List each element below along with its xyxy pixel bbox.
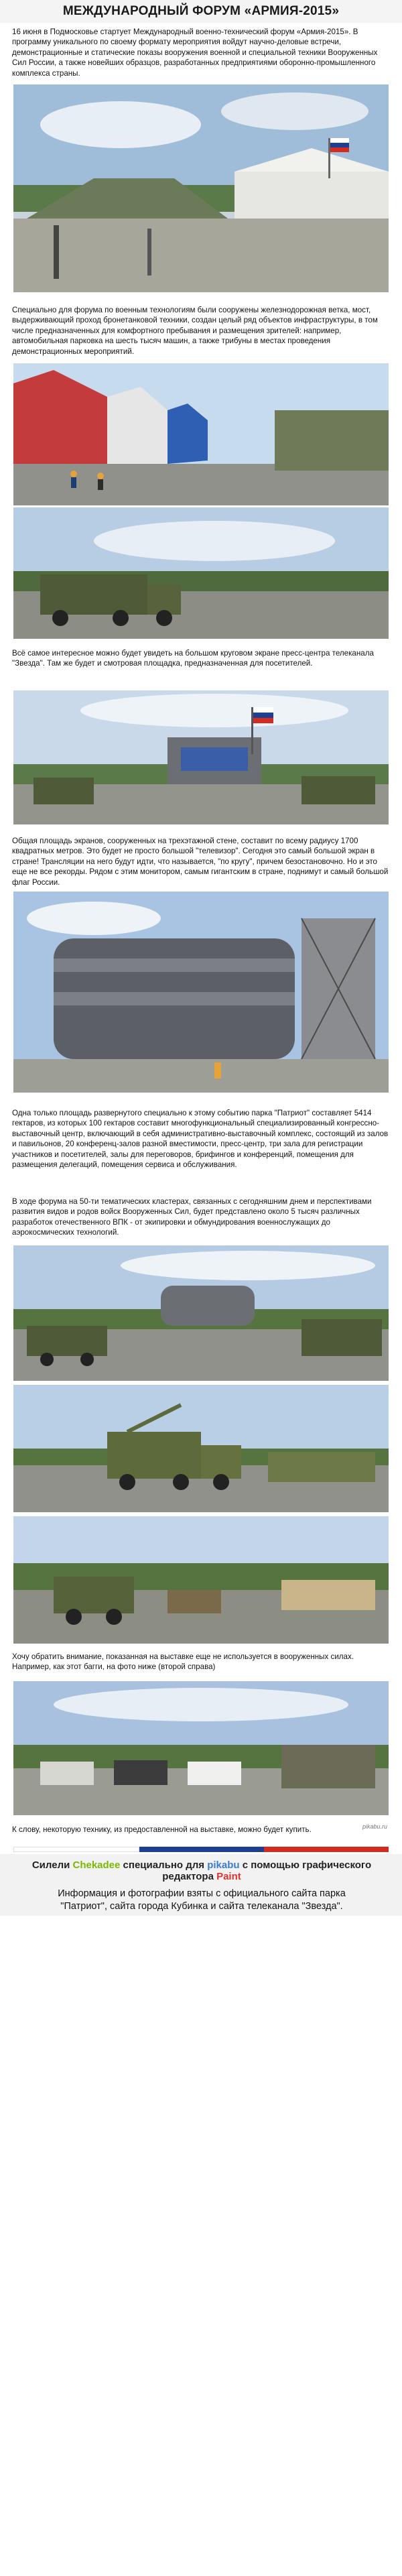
photo-pavilions-image	[13, 363, 389, 505]
paragraph-buggy: Хочу обратить внимание, показанная на выставке еще не используется в вооруженных силах. Например, как этот багги, на фото ниже (второй справа)	[12, 1652, 354, 1672]
photo-congress-center-image	[13, 892, 389, 1093]
page-title: МЕЖДУНАРОДНЫЙ ФОРУМ «АРМИЯ-2015»	[62, 4, 340, 18]
flag-divider	[13, 1847, 389, 1852]
photo-congress-center	[13, 892, 389, 1093]
footer-source-line-1: Информация и фотографии взяты с официального сайта парка	[58, 1888, 346, 1899]
credit-prefix: Силели	[31, 1859, 73, 1871]
photo-round-screen-image	[13, 690, 389, 824]
photo-military-trucks-image	[13, 507, 389, 639]
flag-blue-stripe	[139, 1847, 264, 1852]
photo-equipment-hall	[13, 1245, 389, 1381]
photo-parked-vehicles	[13, 1681, 389, 1815]
photo-field-equipment	[13, 1516, 389, 1644]
flag-red-stripe	[264, 1847, 389, 1852]
paragraph-infrastructure: Специально для форума по военным технологиям были сооружены железнодорожная ветка, мост, выдерживающий проход бронетанковой техники, создан целый ряд объектов инфраструктуры, в том числе предназначенных для комфортного пребывания и размещения зрителей: например, автомобильная парковка на шесть тысяч машин, а также трибуны в местах проведения демонстрационных мероприятий.	[12, 306, 378, 356]
paragraph-patriot-park: Одна только площадь развернутого специально к этому событию парка "Патриот" составляет 5414 гектаров, из которых 100 гектаров составит многофункциональный специализированный конгрессно-выставочный центр, включающий в себя административно-выставочный комплекс, состоящий из залов и павильонов, 20 конференц-залов разной вместимости, пресс-центр, три зала для регистрации участников и посетителей, залы для переговоров, брифингов и конференций, помещения для размещения делегаций, помещения сервиса и обслуживания.	[12, 1109, 389, 1170]
photo-military-trucks	[13, 507, 389, 639]
credit-site: pikabu	[207, 1859, 240, 1871]
photo-exhibition-tents-image	[13, 84, 389, 292]
title-bar	[0, 0, 402, 23]
photo-parked-vehicles-image	[13, 1681, 389, 1815]
credit-mid-2: с помощью графического редактора	[162, 1859, 372, 1882]
footer-source-line-2: "Патриот", сайта города Кубинка и сайта телеканала "Звезда".	[60, 1901, 343, 1912]
photo-exhibition-tents	[13, 84, 389, 292]
photo-trucks-row	[13, 1385, 389, 1512]
paragraph-intro: 16 июня в Подмосковье стартует Международный военно-технический форум «Армия-2015». В программу уникального по своему формату мероприятия войдут научно-деловые встречи, демонстрационные и статические показы вооружения военной и специальной техники Вооруженных Сил России, а также новейших образцов, разработанных предприятиями оборонно-промышленного комплекса страны.	[12, 27, 378, 78]
footer-credit	[12, 1859, 391, 1882]
watermark-text: pikabu.ru	[362, 1823, 387, 1830]
credit-mid-1: специально для	[120, 1859, 208, 1871]
flag-white-stripe	[13, 1847, 139, 1852]
photo-round-screen	[13, 690, 389, 824]
paragraph-can-buy: К слову, некоторую технику, из предоставленной на выставке, можно будет купить.	[12, 1825, 312, 1834]
footer	[0, 1854, 402, 1916]
photo-equipment-hall-image	[13, 1245, 389, 1381]
paragraph-screen-area: Общая площадь экранов, сооруженных на трехэтажной стене, составит по всему радиусу 1700 квадратных метров. Это будет не просто большой "телевизор". Сегодня это самый большой экран в стране! Трансляции на него будут идти, что называется, "по кругу", причем безостановочно. Но и это еще не все рекорды. Рядом с этим монитором, самым гигантским в стране, поднимут и самый большой флаг России.	[12, 837, 389, 887]
paragraph-forum-clusters: В ходе форума на 50-ти тематических кластерах, связанных с сегодняшним днем и перспективами развития видов и родов войск Вооруженных Сил, будет представлено около 5 тысяч различных разработок отечественного ВПК - от экипировки и обмундирования военнослужащих до аэрокосмических технологий.	[12, 1197, 372, 1237]
photo-trucks-row-image	[13, 1385, 389, 1512]
paragraph-zvezda-screen: Всё самое интересное можно будет увидеть на большом круговом экране пресс-центра телеканала "Звезда". Там же будет и смотровая площадка, предназначенная для посетителей.	[12, 649, 374, 668]
photo-pavilions	[13, 363, 389, 505]
credit-author: Chekadee	[72, 1859, 121, 1871]
credit-editor: Paint	[216, 1871, 241, 1882]
photo-field-equipment-image	[13, 1516, 389, 1644]
